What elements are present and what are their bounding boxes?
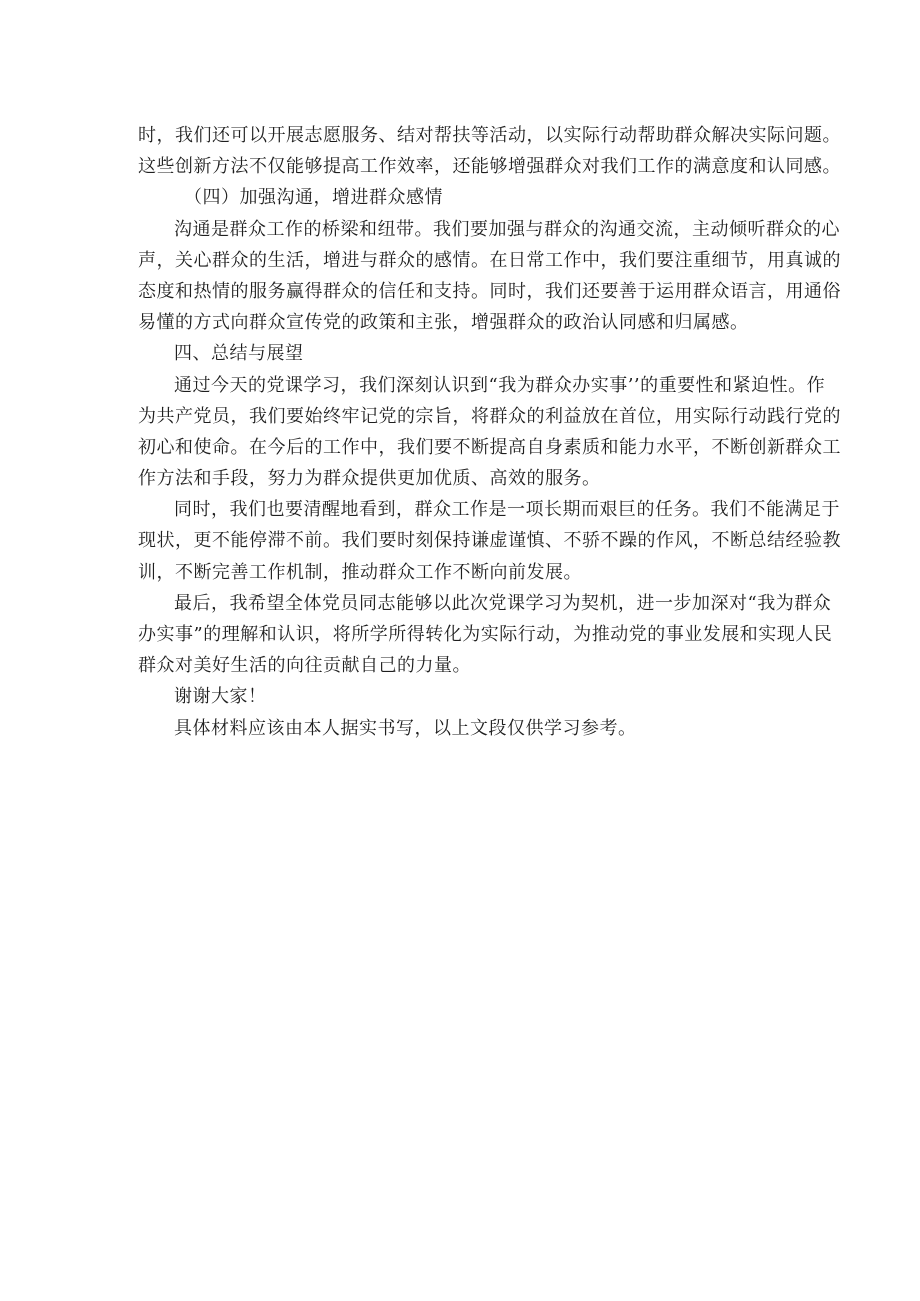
paragraph-line: 易懂的方式向群众宣传党的政策和主张，增强群众的政治认同感和归属感。 (138, 312, 749, 334)
closing-thanks: 谢谢大家！ (174, 686, 267, 708)
paragraph-line: 为共产党员，我们要始终牢记党的宗旨，将群众的利益放在首位，用实际行动践行党的 (138, 405, 841, 427)
paragraph-line: 最后，我希望全体党员同志能够以此次党课学习为契机，进一步加深对“我为群众 (174, 592, 832, 614)
paragraph-line: 时，我们还可以开展志愿服务、结对帮扶等活动，以实际行动帮助群众解决实际问题。 (138, 125, 841, 146)
paragraph-line: 初心和使命。在今后的工作中，我们要不断提高自身素质和能力水平，不断创新群众工 (138, 436, 841, 458)
paragraph-line: 群众对美好生活的向往贡献自己的力量。 (138, 655, 471, 677)
paragraph-line: 作方法和手段，努力为群众提供更加优质、高效的服务。 (138, 468, 601, 490)
paragraph-line: 声，关心群众的生活，增进与群众的感情。在日常工作中，我们要注重细节，用真诚的 (138, 249, 841, 271)
paragraph-line: 态度和热情的服务赢得群众的信任和支持。同时，我们还要善于运用群众语言，用通俗 (138, 280, 841, 302)
paragraph-line: 同时，我们也要清醒地看到，群众工作是一项长期而艰巨的任务。我们不能满足于 (174, 499, 840, 521)
document-body (138, 120, 841, 744)
paragraph-line: 现状，更不能停滞不前。我们要时刻保持谦虚谨慎、不骄不躁的作风，不断总结经验教 (138, 530, 841, 552)
section-heading-4: （四）加强沟通，增进群众感情 (184, 187, 443, 209)
paragraph-line: 办实事”的理解和认识，将所学所得转化为实际行动，为推动党的事业发展和实现人民 (138, 624, 833, 645)
paragraph-line: 沟通是群众工作的桥梁和纽带。我们要加强与群众的沟通交流，主动倾听群众的心 (174, 218, 840, 240)
section-heading-summary: 四、总结与展望 (174, 343, 304, 365)
paragraph-line: 通过今天的党课学习，我们深刻认识到“我为群众办实事’’的重要性和紧迫性。作 (174, 374, 826, 396)
paragraph-line: 训，不断完善工作机制，推动群众工作不断向前发展。 (138, 561, 582, 583)
paragraph-line: 这些创新方法不仅能够提高工作效率，还能够增强群众对我们工作的满意度和认同感。 (138, 156, 841, 178)
disclaimer-note: 具体材料应该由本人据实书写，以上文段仅供学习参考。 (174, 717, 637, 739)
